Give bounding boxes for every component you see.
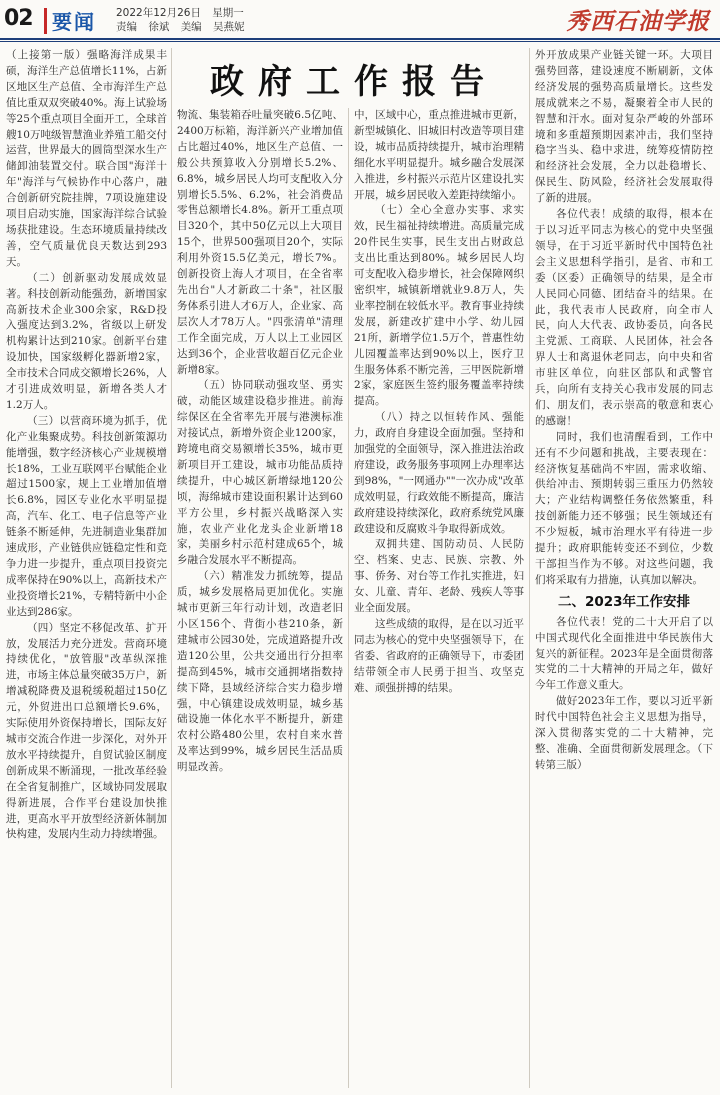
column-divider [529, 48, 530, 1088]
paragraph: （七）全心全意办实事、求实效，民生福祉持续增进。高质量完成20件民生实事，民生支出占财政总支出比重达到80%。城乡居民人均可支配收入稳步增长，社会保障网织密织牢，城镇新增就业9.8万人，失业率控制在较低水平。教育事业持续发展，新建改扩建中小学、幼儿园21所，新增学位1.5万个，普惠性幼儿园覆盖率达到90%以上，医疗卫生服务体系不断完善，三甲医院新增2家，家庭医生签约服务覆盖率持续提高。 [354, 204, 524, 408]
masthead-logo: 秀西石油学报 [566, 8, 710, 35]
designer-role: 美编 [180, 21, 202, 33]
article-title: 政府工作报告 [210, 62, 498, 102]
paragraph: （上接第一版）强略海洋成果丰硕，海洋生产总值增长11%，占新区地区生产总值、全市海洋生产总值比重双双突破40%。海上试验场等25个重点项目全面开工，全球首艘10万吨级智慧渔业养殖工船交付运营，世界最大的圆筒型深水生产储卸油装置交付。联合国"海洋十年"海洋与气候协作中心落户，融合创新研究院挂牌，7项设施建设项目启动实施，国家海洋综合试验场获批建设。生态环境质量持续改善，空气质量优良天数达到293天。 [6, 49, 167, 268]
paragraph: 这些成绩的取得，是在以习近平同志为核心的党中央坚强领导下，在省委、省政府的正确领导下，市委团结带领全市人民勇于担当、攻坚克难、顽强拼搏的结果。 [354, 618, 524, 694]
paragraph: 物流、集装箱吞吐量突破6.5亿吨、2400万标箱，海洋新兴产业增加值占比超过40%，地区生产总值、一般公共预算收入分别增长5.2%、6.8%，城乡居民人均可支配收入分别增长5.5%、6.2%，社会消费品零售总额增长4.8%。新开工重点项目320个，其中50亿元以上大项目15个，世界500强项目20个，实际利用外资15.5亿美元，增长7%。创新投资上海人才项目，在全省率先出台"人才新政二十条"，社区服务体系引进人才6万人，企业家、高层次人才78万人。"四张清单"清理工作全面完成，万人以上工业园区达到36个，企业营收超百亿元企业新增8家。 [177, 109, 343, 376]
paragraph: 各位代表！党的二十大开启了以中国式现代化全面推进中华民族伟大复兴的新征程。2023年是全面贯彻落实党的二十大精神的开局之年，做好今年工作意义重大。 [535, 615, 713, 692]
article-column-1 [6, 48, 167, 1088]
paragraph: （五）协同联动强攻坚、勇实破，动能区域建设稳步推进。前海综保区在全省率先开展与港澳标准对接试点，新增外资企业1200家，跨境电商交易额增长35%，城市更新项目开工建设，城市功能品质持续提升，中心城区新增绿地120公顷，海绵城市建设面积累计达到60平方公里，乡村振兴战略深入实施，农业产业化龙头企业新增18家，美丽乡村示范村建成65个，城乡融合发展水平不断提高。 [177, 379, 343, 567]
paragraph: （六）精准发力抓统筹，提品质，城乡发展格局更加优化。实施城市更新三年行动计划，改造老旧小区156个、背街小巷210条，新建城市公园30处，完成道路提升改造120公里，公共交通出行分担率提高到45%，城市交通拥堵指数持续下降，县域经济综合实力稳步增强，中心镇建设成效明显，城乡基础设施一体化水平不断提升，新建农村公路480公里，农村自来水普及率达到99%，城乡居民生活品质明显改善。 [177, 570, 343, 774]
issue-weekday: 星期一 [212, 7, 244, 19]
paragraph: （二）创新驱动发展成效显著。科技创新动能强劲，新增国家高新技术企业300余家，R&D投入强度达到3.2%，省级以上研发机构累计达到210家。创新平台建设加快，国家级孵化器新增2家，全市技术合同成交额增长26%，人才引进成效明显，新增各类人才1.2万人。 [6, 271, 167, 411]
page-number: 02 [4, 6, 33, 31]
paragraph: （三）以营商环境为抓手，优化产业集聚成势。科技创新策源功能增强，数字经济核心产业规模增长18%，工业互联网平台赋能企业超过1500家，规上工业增加值增长6.8%，园区专业化水平明显提高，汽车、化工、电子信息等产业链条不断延伸，先进制造业集群加速成形，产业链供应链稳定性和竞争力进一步提升，重点项目投资完成率保持在90%以上，高新技术产业投资增长21%，专精特新中小企业达到286家。 [6, 414, 167, 618]
paragraph: 中，区域中心，重点推进城市更新，新型城镇化、旧城旧村改造等项目建设，城市品质持续提升，城市治理精细化水平明显提升。城乡融合发展深入推进，乡村振兴示范片区建设扎实开展，城乡居民收入差距持续缩小。 [354, 109, 524, 201]
editor-name: 徐斌 [148, 21, 170, 33]
article-column-2 [177, 108, 343, 1088]
paragraph: 同时，我们也清醒看到，工作中还有不少问题和挑战，主要表现在：经济恢复基础尚不牢固，需求收缩、供给冲击、预期转弱三重压力仍然较大；产业结构调整任务依然繁重，科技创新能力还不够强；民生领域还有不少短板，城市治理水平有待进一步提升；政府职能转变还不到位，少数干部担当作为不够。对这些问题，我们将采取有力措施，认真加以解决。 [535, 430, 713, 586]
header-accent-bar [44, 8, 47, 34]
paragraph: 做好2023年工作，要以习近平新时代中国特色社会主义思想为指导，深入贯彻落实党的二十大精神，完整、准确、全面贯彻新发展理念。（下转第三版） [535, 695, 713, 771]
column-divider [171, 48, 172, 1088]
section-title: 要闻 [52, 10, 96, 34]
page-header [0, 0, 720, 40]
designer-name: 吴燕妮 [213, 21, 245, 33]
column-divider [348, 108, 349, 1088]
issue-meta [116, 6, 253, 34]
issue-date: 2022年12月26日 [116, 7, 201, 19]
paragraph: 各位代表！成绩的取得，根本在于以习近平同志为核心的党中央坚强领导，在于习近平新时代中国特色社会主义思想科学指引，是省、市和工委（区委）正确领导的结果，是全市人民同心同德、团结奋斗的结果。在此，我代表市人民政府，向全市人民，向人大代表、政协委员，向各民主党派、工商联、人民团体，社会各界人士和离退休老同志，向中央和省市驻区单位，向驻区部队和武警官兵，向所有支持关心我市发展的同志们、朋友们，表示崇高的敬意和衷心的感谢！ [535, 208, 713, 427]
article-column-4 [535, 48, 713, 1088]
editor-role: 责编 [116, 21, 137, 33]
section-subheading: 二、2023年工作安排 [557, 593, 691, 610]
paragraph: 双拥共建、国防动员、人民防空、档案、史志、民族、宗教、外事、侨务、对台等工作扎实推进，妇女、儿童、青年、老龄、残疾人等事业全面发展。 [354, 538, 524, 615]
paragraph: 外开放成果产业链关键一环。大项目强势回落，建设速度不断刷新，文体经济发展的强势高质量增长。这些发展成就来之不易，凝聚着全市人民的智慧和汗水。面对复杂严峻的外部环境和多重超预期因素冲击，我们坚持稳字当头、稳中求进，统筹疫情防控和经济社会发展，全力以赴稳增长、保民生、防风险，经济社会发展取得了新的进展。 [535, 49, 713, 205]
paragraph: （四）坚定不移促改革、扩开放，发展活力充分迸发。营商环境持续优化，"放管服"改革纵深推进，市场主体总量突破35万户，新增减税降费及退税缓税超过150亿元，外贸进出口总额增长9.6%，实际使用外资保持增长，国际友好城市交流合作进一步深化，对外开放水平持续提升，自贸试验区制度创新成果不断涌现，一批改革经验在全省复制推广，区域协同发展取得新进展，合作平台建设加快推进，更高水平开放型经济新体制加快构建，发展内生动力持续增强。 [6, 621, 167, 841]
paragraph: （八）持之以恒转作风、强能力，政府自身建设全面加强。坚持和加强党的全面领导，深入推进法治政府建设，政务服务事项网上办理率达到98%，"一网通办""一次办成"改革成效明显，行政效能不断提高，廉洁政府建设持续深化，政府系统党风廉政建设和反腐败斗争取得新成效。 [354, 411, 524, 535]
header-rule-thin [0, 41, 720, 42]
header-rule [0, 38, 720, 40]
article-column-3 [354, 108, 524, 1088]
